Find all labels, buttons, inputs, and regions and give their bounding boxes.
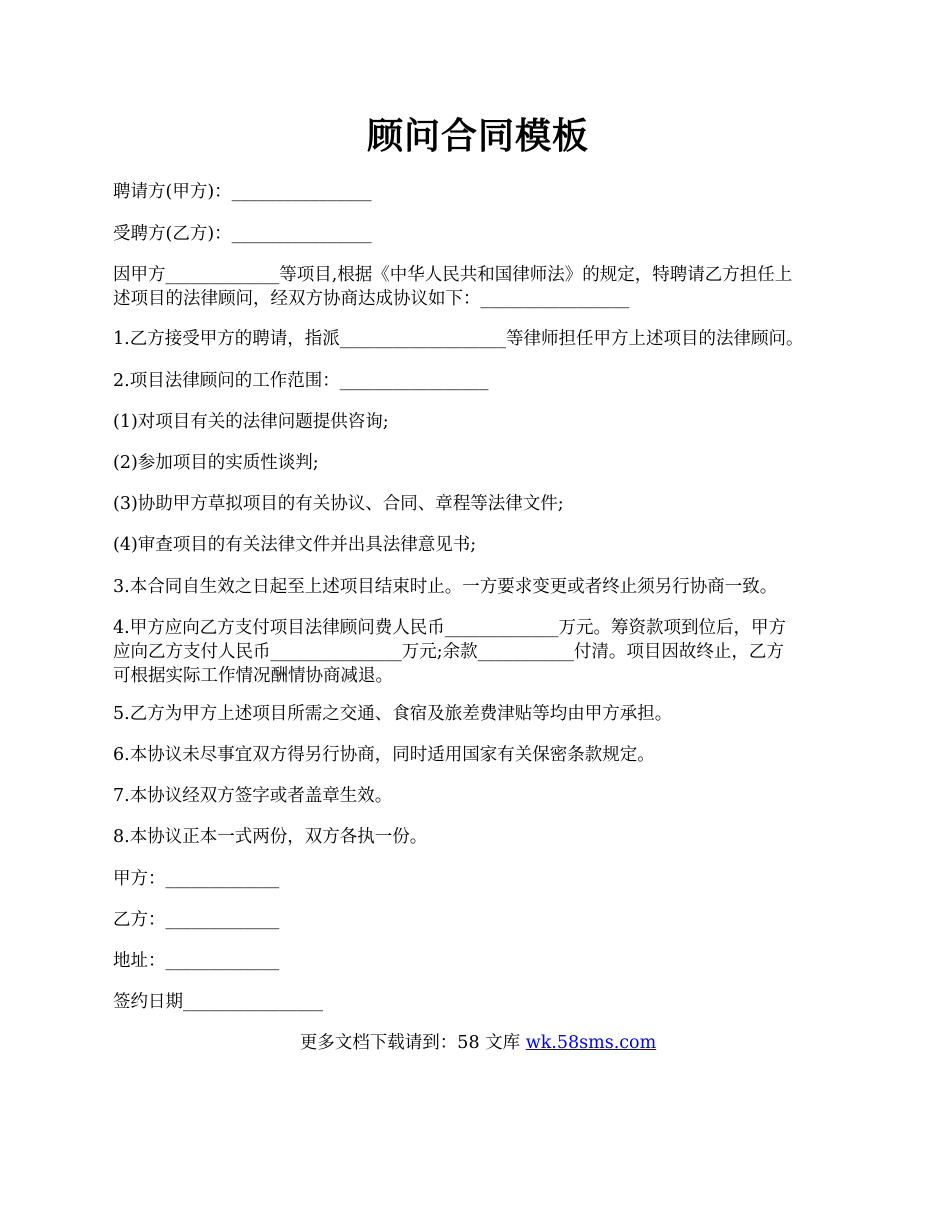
signature-date: 签约日期________________: [113, 992, 323, 1012]
clause-7: 7.本协议经双方签字或者盖章生效。: [113, 786, 393, 806]
footer-text: 更多文档下载请到：58 文库: [299, 1033, 526, 1053]
intro-line-1: 因甲方_____________等项目,根据《中华人民共和国律师法》的规定，特聘请乙方担任上: [113, 265, 793, 285]
clause-6: 6.本协议未尽事宜双方得另行协商，同时适用国家有关保密条款规定。: [113, 745, 655, 765]
signature-party-b: 乙方：_____________: [113, 910, 280, 930]
clause-4-line-1: 4.甲方应向乙方支付项目法律顾问费人民币_____________万元。筹资款项到位后，甲方: [113, 618, 786, 638]
clause-4-line-3: 可根据实际工作情况酬情协商减退。: [113, 666, 393, 686]
clause-2: 2.项目法律顾问的工作范围：_________________: [113, 371, 489, 391]
clause-5: 5.乙方为甲方上述项目所需之交通、食宿及旅差费津贴等均由甲方承担。: [113, 704, 673, 724]
clause-8: 8.本协议正本一式两份，双方各执一份。: [113, 827, 428, 847]
intro-paragraph: [113, 263, 843, 311]
signature-party-a: 甲方：_____________: [113, 869, 280, 889]
signature-address: 地址：_____________: [113, 951, 280, 971]
footer-link[interactable]: wk.58sms.com: [525, 1033, 657, 1053]
party-a-line: 聘请方(甲方)：________________: [113, 182, 372, 202]
party-b-line: 受聘方(乙方)：________________: [113, 224, 372, 244]
clause-4-line-2: 应向乙方支付人民币_______________万元;余款___________付清。项目因故终止，乙方: [113, 642, 784, 662]
clause-3: 3.本合同自生效之日起至上述项目结束时止。一方要求变更或者终止须另行协商一致。: [113, 577, 778, 597]
document-title: 顾问合同模板: [366, 115, 589, 157]
clause-4: [113, 616, 843, 688]
intro-line-2: 述项目的法律顾问，经双方协商达成协议如下：_________________: [113, 289, 630, 309]
clause-1: 1.乙方接受甲方的聘请，指派___________________等律师担任甲方上述项目的法律顾问。: [113, 329, 804, 349]
scope-item-4: (4)审查项目的有关法律文件并出具法律意见书;: [113, 535, 477, 555]
scope-item-3: (3)协助甲方草拟项目的有关协议、合同、章程等法律文件;: [113, 494, 564, 514]
scope-item-2: (2)参加项目的实质性谈判;: [113, 453, 319, 473]
footer: [113, 1031, 843, 1055]
scope-item-1: (1)对项目有关的法律问题提供咨询;: [113, 412, 389, 432]
